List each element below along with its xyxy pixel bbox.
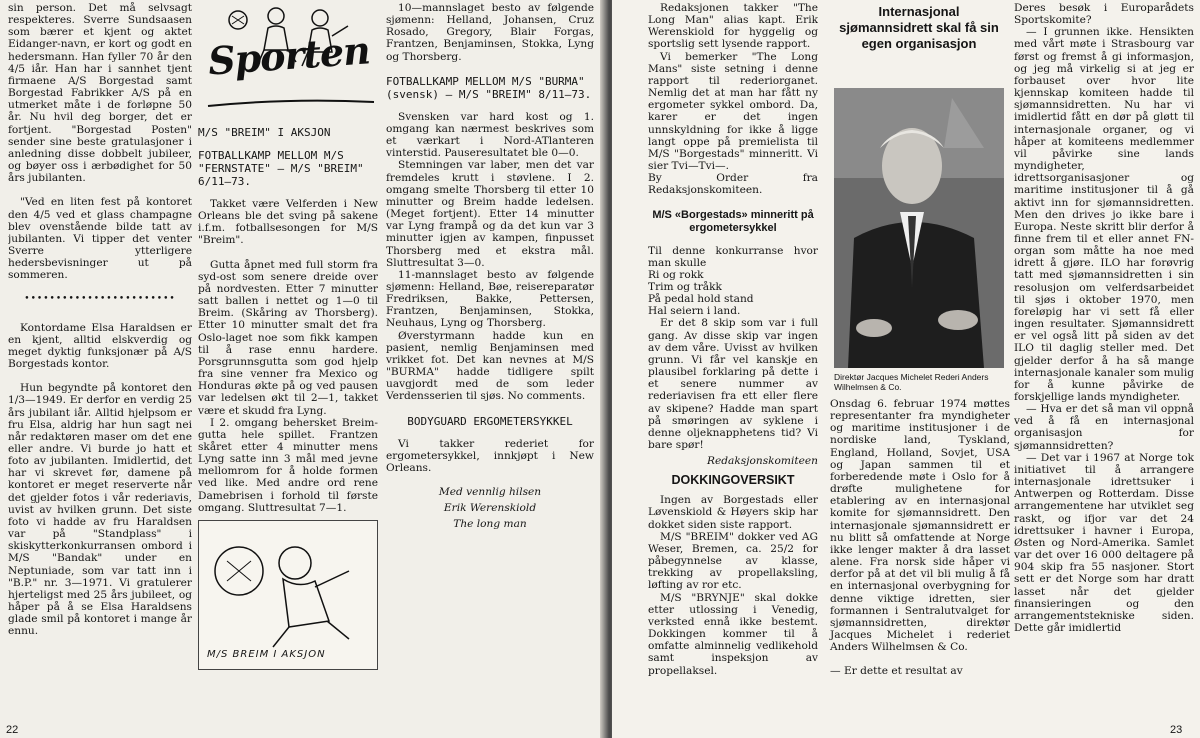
article-paragraph: M/S "BRYNJE" skal dokke etter utlossing i Venedig, verksted ennå ikke bestemt. Dokkingen kommer til å omfatte alminnelig vedlikehold samt inspeksjon av propellaksel.	[648, 591, 818, 677]
portrait-illustration	[834, 88, 1004, 368]
article-paragraph: — Det var i 1967 at Norge tok initiativet til å arrangere internasjonale idrettsuker i Antwerpen og Rotterdam. Disse arrangementene har utviklet seg raskt, og ifjor var det 24 idrettsuker i havner i Europa, Østen og Nord-Amerika. Samlet var det over 16 000 deltagere på 904 skip fra 55 nasjoner. Stort sett er det Norge som har dratt lasset når det gjelder finansieringen og den arrangementstekniske siden. Dette går imidlertid	[1014, 451, 1194, 634]
signature-line: Med vennlig hilsen	[438, 486, 542, 498]
article-paragraph: Deres besøk i Europarådets Sportskomite?	[1014, 2, 1194, 27]
photo-caption: Direktør Jacques Michelet Rederi Anders Wilhelmsen & Co.	[834, 372, 989, 392]
article-paragraph: Onsdag 6. februar 1974 møttes representanter fra myndigheter og maritime institusjoner i de nordiske land, Tyskland, England, Holland, Sovjet, USA og Japan sammen til et forberedende møte i Oslo for å drøfte mulighetene for etablering av en internasjonal komite for sjømannsidrett. Den internasjonale sjømannsidrett er nu blitt så omfattende at Norge ikke lenger makter å dra lasset alene. Fra norsk side håper vi derfor på at det vil bli mulig å få en internasjonal overbygning for denne viktige idretten, sier formannen i Sentralutvalget for sjømannsidretten, direktør Jacques Michelet i rederiet Anders Wilhelmsen & Co.	[830, 398, 1010, 654]
left-column-2	[198, 2, 378, 738]
section-heading: FOTBALLKAMP MELLOM M/S "FERNSTATE" — M/S "BREIM" 6/11—73.	[198, 149, 364, 188]
page-number-right: 23	[1170, 724, 1183, 736]
article-paragraph: Svensken var hard kost og 1. omgang kan nærmest beskrives som et værkart i Nord-ATlanteren vinterstid. Pauseresultatet ble 0—0.	[386, 110, 594, 160]
cartoon-caption: M/S BREIM I AKSJON	[207, 648, 326, 660]
verse-line: Hal seiern i land.	[648, 305, 741, 318]
signature-name: Erik Werenskiold	[443, 502, 537, 515]
section-heading: BODYGUARD ERGOMETERSYKKEL	[407, 414, 573, 428]
article-paragraph: By Order fra Redaksjonskomiteen.	[648, 172, 818, 197]
article-paragraph: Øverstyrmann hadde kun en pasient, nemlig Benjaminsen med vrikket fot. Det kan nevnes at M/S "BURMA" hadde tidligere spilt uavgjordt med de som leder Verdensserien til sjøs. No comments.	[386, 329, 594, 403]
right-column-2	[830, 398, 1010, 689]
article-title: Internasjonal sjømannsidrett skal få sin egen organisasjon	[839, 4, 999, 51]
article-paragraph: — I grunnen ikke. Hensikten med vårt møte i Strasbourg var først og fremst å gi informasjon, og jeg må virkelig si at jeg er forbauset over hvor lite kjennskap komiteen hadde til sjømannsidretten. Nu har vi imidlertid fått en dør på gløtt til internasjonale organer, og vi håper at komiteens medlemmer vil påvirke sine lands myndigheter, idrettsorganisasjoner og maritime institusjoner til å gå aktivt inn for sjømannsidretten. Men den drives jo ikke bare i Europa. Neste skritt blir derfor å finne frem til et eller annet FN-organ som måtte ha noe med idrett å gjøre. ILO har forøvrig tatt med sjømannsidretten i sin resolusjon om velferdsarbeidet til sjøs i oktober 1970, men foreløpig har vi sett få eller ingen resultater. Sjømannsidrett er vel også litt på siden av det ILO til daglig steller med. Det gjelder derfor å ha så mange internasjonale kanaler som mulig for å kunne påvirke de forskjellige lands myndigheter.	[1014, 26, 1194, 403]
article-paragraph: Gutta åpnet med full storm fra syd-ost som senere dreide over på nordvesten. Etter 7 minutter satt ballen i nettet og 1—0 til Breim. (Skåring av Thorsberg). Etter 10 minutter smalt det fra Oslo-laget noe som fikk kampen til å rase ennu hardere. Porsgrunnsgutta som god hjelp fra sine venner fra Mexico og Honduras økte på og ved pausen var ledelsen økt til 2—1, takket være et skudd fra Lyng.	[198, 258, 378, 417]
article-paragraph: Kontordame Elsa Haraldsen er en kjent, alltid elskverdig og meget dyktig funksjonær på A/S Borgestads kontor.	[8, 321, 192, 371]
sporten-logo	[198, 2, 378, 120]
section-heading: M/S «Borgestads» minneritt på ergometersykkel	[652, 208, 814, 234]
article-paragraph: "Ved en liten fest på kontoret den 4/5 ved et glass champagne blev ovenstående bilde tatt av jubilanten. Vi tipper det venter Sverre ytterligere hedersbevisninger ut på sommeren.	[8, 196, 192, 282]
section-heading: M/S "BREIM" I AKSJON	[198, 126, 331, 139]
section-heading: DOKKINGOVERSIKT	[671, 473, 795, 488]
section-divider: ••••••••••••••••••••••••	[24, 294, 176, 305]
article-paragraph: Vi bemerker "The Long Mans" siste setning i denne rapport til rederiorganet. Nemlig det at man har fått ny ergometer sykkel ombord. Da, karer er det ingen unnskyldning for ikke å ligge langt oppe på premielista til M/S "Borgestads" minneritt. Vi sier Tvi—Tvi—.	[648, 50, 818, 173]
article-paragraph: 11-mannslaget besto av følgende sjømenn: Helland, Bøe, reisereparatør Fredriksen, Bakke, Pettersen, Frantzen, Benjaminsen, Stokka, Neuhaus, Lyng og Thorsberg.	[386, 268, 594, 330]
article-paragraph: 10—mannslaget besto av følgende sjømenn: Helland, Johansen, Cruz Rosado, Gregory, Blair Forgas, Frantzen, Benjaminsen, Stokka, Lyng og Thorsberg.	[386, 2, 594, 63]
article-paragraph: Er det 8 skip som var i full gang. Av disse skip var ingen av dem våre. Uvisst av hvilken grunn. Vi får vel kanskje en plausibel forklaring på dette i et senere nummer av rederiavisen fra ett eller flere av skipene? Hadde man spart på smøringen av syklene i denne oljeknapphetens tid? Vi bare spør!	[648, 317, 818, 451]
verse-line: På pedal hold stand	[648, 293, 754, 306]
article-paragraph: — Hva er det så man vil oppnå ved å få en internasjonal organisasjon for sjømannsidretten?	[1014, 403, 1194, 452]
portrait-photo	[834, 88, 1004, 368]
page-number-left: 22	[6, 724, 19, 736]
article-paragraph: Redaksjonen takker "The Long Man" alias kapt. Erik Werenskiold for hyggelig og sportslig sett lysende rapport.	[648, 2, 818, 51]
left-column-1	[8, 2, 192, 738]
verse-line: Ri og rokk	[648, 268, 704, 281]
article-paragraph: Hun begyndte på kontoret den 1/3—1949. Er derfor en verdig 25 års jubilant iår. Alltid hjelpsom er fru Elsa, aldrig har hun sagt nei når redaktøren maser om det ene eller andre. Vi burde jo hatt et foto av jubilanten. Imidlertid, det har vi skrevet før, damene på kontoret er meget reserverte når det gjelder fotos i vår rederiavis, uvist av hvilken grunn. Det siste foto vi hadde av fru Haraldsen var på "Standplass" i skiskytterkonkurransen ombord i M/S "Bandak" under en Neptuniade, som var tatt inn i "B.P." nr. 3—1971. Vi gratulerer hjerteligst med 25 års jubileet, og håper på å se Elsa Haraldsens glade smil på kontoret i mange år ennu.	[8, 382, 192, 638]
article-paragraph: Vi takker rederiet for ergometersykkel, innkjøpt i New Orleans.	[386, 437, 594, 474]
cartoon-drawing	[199, 521, 377, 669]
logo-text: Sporten	[206, 27, 372, 84]
left-column-3	[386, 2, 594, 738]
signature-line: Redaksjonskomiteen	[707, 455, 818, 468]
article-paragraph: Stemningen var laber, men det var fremdeles krutt i støvlene. I 2. omgang smelte Thorsberg til etter 10 minutter og Breim hadde ledelsen. (Meget fortjent). Etter 14 minutter var Lyng frampå og da det kun var 3 minutter igjen av kampen, finpusset Thorsberg med et ekstra mål. Sluttresultat 3—0.	[386, 159, 594, 269]
signature-title: The long man	[453, 518, 527, 531]
article-paragraph: Til denne konkurranse hvor man skulle	[648, 244, 818, 269]
section-heading: FOTBALLKAMP MELLOM M/S "BURMA" (svensk) — M/S "BREIM" 8/11—73.	[386, 74, 592, 101]
article-paragraph: — Er dette et resultat av	[830, 665, 963, 678]
right-column-3	[1014, 2, 1194, 738]
article-paragraph: I 2. omgang behersket Breim-gutta hele spillet. Frantzen skåret etter 4 minutter mens Lyng satte inn 3 mål med jevne mellomrom for å holde formen ved like. Med andre ord rene Damebrisen i forhold til første omgang. Sluttresultat 7—1.	[198, 416, 378, 514]
article-paragraph: Takket være Velferden i New Orleans ble det sving på sakene i.f.m. fotballsesongen for M/S "Breim".	[198, 198, 378, 247]
right-column-1	[648, 2, 818, 738]
article-paragraph: M/S "BREIM" dokker ved AG Weser, Bremen, ca. 25/2 for påbegynnelse av klasse, trekking av propellaksling, løfting av ror etc.	[648, 530, 818, 592]
article-paragraph: sin person. Det må selvsagt respekteres. Sverre Sundsaasen som bærer et kjent og aktet Eidanger-navn, er kort og godt en hedersmann. Han fyller 70 år den 4/5 iår. Han har i sannhet tjent firmaene A/S Borgestad samt Borgestad Fabrikker A/S på en utmerket måte i de forløpne 50 år. Nu hvil deg borger, det er fortjent. "Borgestad Posten" sender sine beste gratulasjoner i anledning disse dobbelt jubileer, og bøyer oss i ærbødighet for 50 års jubilanten.	[8, 2, 192, 185]
article-paragraph: Ingen av Borgestads eller Løvenskiold & Høyers skip har dokket siden siste rapport.	[648, 494, 818, 531]
verse-line: Trim og tråkk	[648, 280, 722, 293]
cartoon-illustration	[198, 520, 378, 670]
